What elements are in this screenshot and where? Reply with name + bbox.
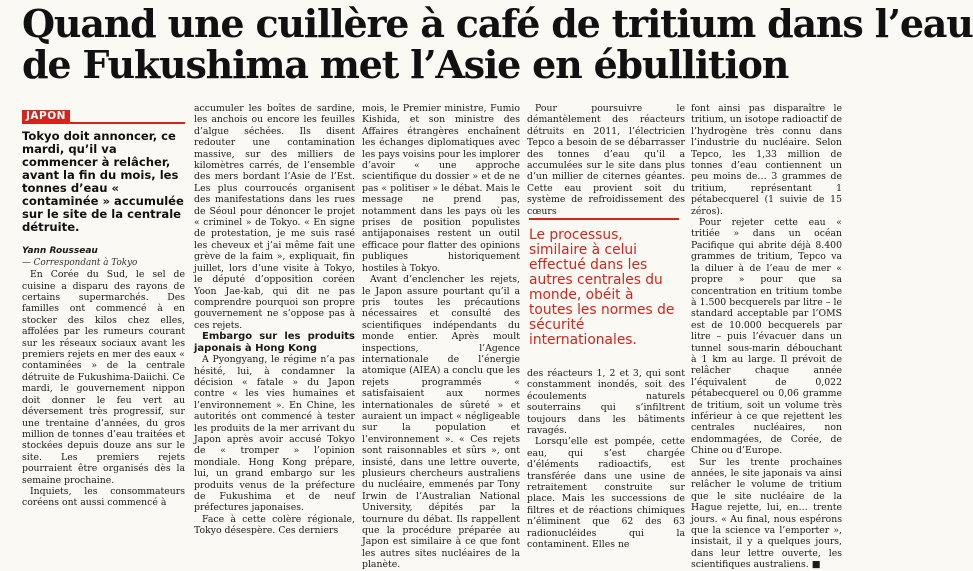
body-paragraph: Inquiets, les consommateurs coréens ont aussi commencé à bbox=[22, 485, 185, 509]
body-paragraph: des réacteurs 1, 2 et 3, qui sont constamment inondés, soit des écoulements naturels souterrains qui s’infiltrent toujours dans les bâtiments ravagés. bbox=[527, 368, 685, 437]
body-paragraph: font ainsi pas disparaître le tritium, un isotope radioactif de l’hydrogène très connu dans l’industrie du nucléaire. Selon Tepco, les 1,33 million de tonnes d’eau contiennent un peu moins de… 3 grammes de tritium, représentant 1 pétabecquerel (1 suivie de 15 zéros). bbox=[691, 103, 842, 217]
body-paragraph: mois, le Premier ministre, Fumio Kishida, et son ministre des Affaires étrangères enchaînent les échanges diplomatiques avec les pays voisins pour les implorer d’avoir « une approche scientifique du dossier » et de ne pas « politiser » le débat. Mais le message ne prend pas, notamment dans les pays où les prises de position populistes antijaponaises restent un outil efficace pour flatter des opinions publiques historiquement hostiles à Tokyo. bbox=[362, 103, 520, 274]
column-5 bbox=[691, 103, 842, 571]
section-subhead: Embargo sur les produits japonais à Hong Kong bbox=[194, 331, 355, 354]
column-2 bbox=[194, 103, 355, 537]
body-paragraph: Lorsqu’elle est pompée, cette eau, qui s’est chargée d’éléments radioactifs, est transférée dans une usine de retraitement construite sur place. Mais les successions de filtres et de réactions chimiques n’éliminent que 62 des 63 radionucléides qui la contaminent. Elles ne bbox=[527, 436, 685, 551]
end-mark-icon: ■ bbox=[811, 559, 821, 571]
column-1 bbox=[22, 107, 185, 509]
column-4-bottom bbox=[527, 368, 685, 551]
author-role: — Correspondant à Tokyo bbox=[22, 257, 138, 268]
article-lead: Tokyo doit annoncer, ce mardi, qu’il va commencer à relâcher, avant la fin du mois, les tonnes d’eau « contaminée » accumulée sur le site de la centrale détruite. bbox=[22, 129, 184, 235]
body-text: Sur les trente prochaines années, le site japonais va ainsi relâcher le volume de tritium que le site nucléaire de la Hague rejette, lui, en… trente jours. « Au final, nous espérons que la science va l’emporter », insistait, il y a quelques jours, dans leur lettre ouverte, les scientifiques australiens. bbox=[691, 456, 842, 571]
column-3 bbox=[362, 103, 520, 571]
body-paragraph: Pour poursuivre le démantèlement des réacteurs détruits en 2011, l’électricien Tepco a besoin de se débarrasser des tonnes d’eau qu’il a accumulées sur le site dans plus d’un millier de citernes géantes. Cette eau provient soit du système de refroidissement des cœurs bbox=[527, 103, 685, 217]
rubric-badge: JAPON bbox=[22, 110, 70, 123]
body-paragraph: Avant d’enclencher les rejets, le Japon assure pourtant qu’il a pris toutes les précautions nécessaires et consulté des scientifiques indépendants du monde entier. Après moult inspections, l’Agence internationale de l’énergie atomique (AIEA) a conclu que les rejets programmés « satisfaisaient aux normes internationales de sûreté » et auraient un impact « négligeable sur la population et l’environnement ». « Ces rejets sont raisonnables et sûrs », ont insisté, dans une lettre ouverte, plusieurs chercheurs australiens du nucléaire, emmenés par Tony Irwin de l’Australian National University, dépités par la tournure du débat. Ils rappellent que la procédure préparée au Japon est similaire à ce que font les autres sites nucléaires de la planète. bbox=[362, 274, 520, 571]
body-paragraph: accumuler les boîtes de sardine, les anchois ou encore les feuilles d’algue séchées. Ils disent redouter une contamination massive, sur des milliers de kilomètres carrés, de l’ensemble des mers bordant l’Asie de l’Est. Les plus courroucés organisent des manifestations dans les rues de Séoul pour dénoncer le projet « criminel » de Tokyo. « En signe de protestation, je me suis rasé les cheveux et j’ai même fait une grève de la faim », expliquait, fin juillet, lors d’une visite à Tokyo, le député d’opposition coréen Yoon Jae-kab, qui dit ne pas comprendre pourquoi son propre gouvernement ne s’oppose pas à ces rejets. bbox=[194, 103, 355, 331]
column-4-top bbox=[527, 103, 685, 217]
headline-line-2: de Fukushima met l’Asie en ébullition bbox=[22, 42, 789, 87]
body-paragraph bbox=[691, 457, 842, 571]
author-name: Yann Rousseau bbox=[22, 246, 98, 257]
body-paragraph: En Corée du Sud, le sel de cuisine a disparu des rayons de certains supermarchés. Des familles ont commencé à en stocker des kilos chez elles, affolées par les rumeurs courant sur les réseaux sociaux avant les premiers rejets en mer des eaux « contaminées » de la centrale détruite de Fukushima-Daiichi. Ce mardi, le gouvernement nippon doit donner le feu vert au déversement très progressif, sur une trentaine d’années, du gros million de tonnes d’eau traitées et stockées depuis douze ans sur le site. Les premiers rejets pourraient être organisés dès la semaine prochaine. bbox=[22, 269, 185, 486]
body-paragraph: Face à cette colère régionale, Tokyo désespère. Ces derniers bbox=[194, 513, 355, 537]
headline-line-1: Quand une cuillère à café de tritium dans l’eau bbox=[22, 1, 973, 46]
body-paragraph: Pour rejeter cette eau « tritiée » dans un océan Pacifique qui abrite déjà 8.400 grammes de tritium, Tepco va la diluer à de l’eau de mer « propre » pour que sa concentration en tritium tombe à 1.500 becquerels par litre – le standard acceptable par l’OMS est de 10.000 becquerels par litre – puis l’évacuer dans un tunnel sous-marin débouchant à 1 km au large. Il prévoit de relâcher chaque année l’équivalent de 0,022 pétabecquerel ou 0,06 gramme de tritium, soit un volume très inférieur à ce que rejettent les centrales nucléaires, non endommagées, de Corée, de Chine ou d’Europe. bbox=[691, 217, 842, 457]
pull-quote: Le processus, similaire à celui effectué dans les autres centrales du monde, obéit à toutes les normes de sécurité internationales. bbox=[529, 218, 679, 348]
headline bbox=[22, 1, 973, 87]
body-paragraph: A Pyongyang, le régime n’a pas hésité, lui, à condamner la décision « fatale » du Japon contre « les vies humaines et l’environnement ». En Chine, les autorités ont commencé à tester les produits de la mer arrivant du Japon après avoir accusé Tokyo de « tromper » l’opinion mondiale. Hong Kong prépare, lui, un grand embargo sur les produits venus de la préfecture de Fukushima et de neuf préfectures japonaises. bbox=[194, 354, 355, 514]
